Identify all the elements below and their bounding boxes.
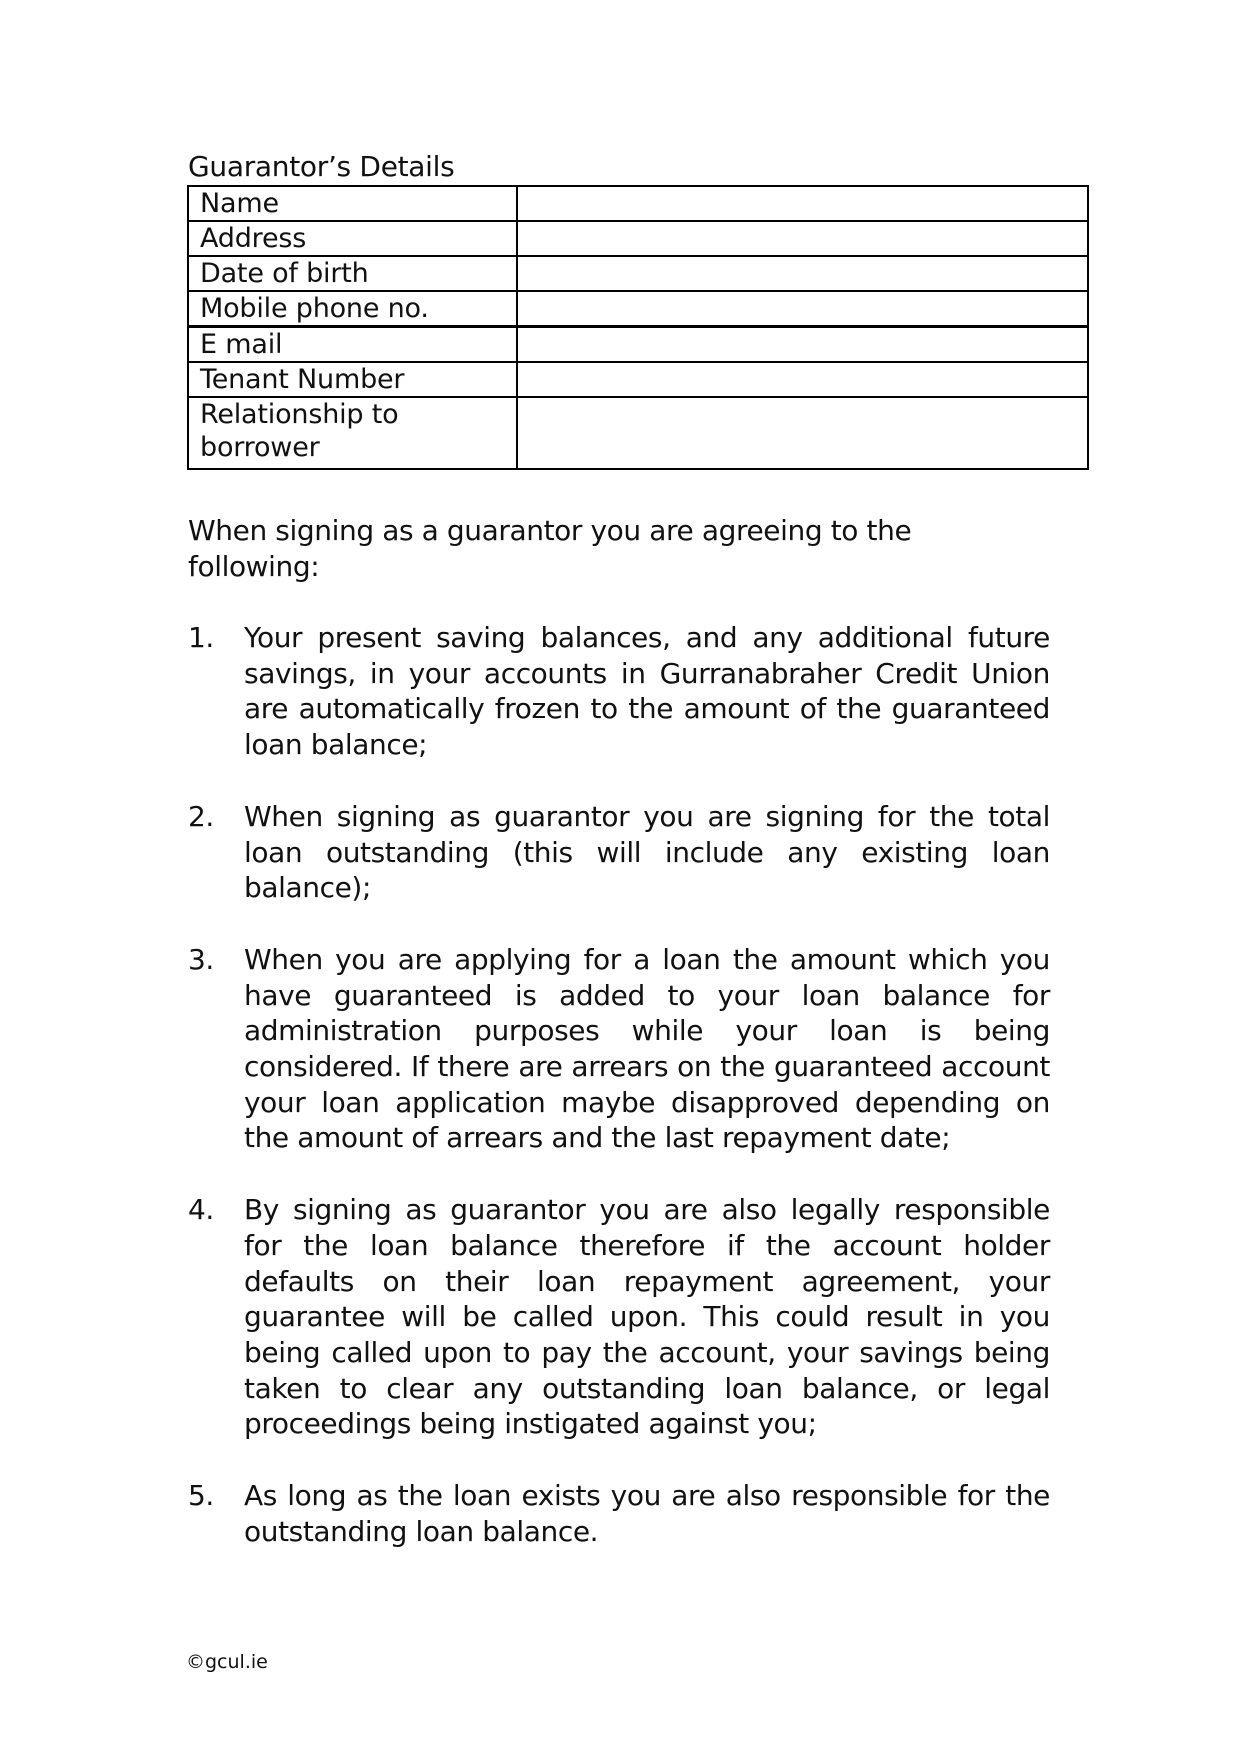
list-item — [188, 1192, 1050, 1442]
field-value-date-of-birth[interactable] — [517, 256, 1088, 291]
term-text: When signing as guarantor you are signing for the total loan outstanding (this will include any existing loan balance); — [244, 799, 1050, 905]
term-text: Your present saving balances, and any additional future savings, in your accounts in Gurranabraher Credit Union are automatically frozen to the amount of the guaranteed loan balance; — [244, 621, 1050, 762]
term-text: By signing as guarantor you are also legally responsible for the loan balance therefore if the account holder defaults on their loan repayment agreement, your guarantee will be called upon. This could result in you being called upon to pay the account, your savings being taken to clear any outstanding loan balance, or legal proceedings being instigated against you; — [244, 1193, 1050, 1441]
field-value-mobile-phone[interactable] — [517, 291, 1088, 327]
field-value-email[interactable] — [517, 327, 1088, 363]
field-label-mobile-phone: Mobile phone no. — [188, 291, 517, 327]
table-row — [188, 362, 1088, 397]
terms-list — [188, 620, 1050, 1585]
field-value-name[interactable] — [517, 186, 1088, 221]
table-row — [188, 327, 1088, 363]
list-item — [188, 620, 1050, 763]
list-item — [188, 942, 1050, 1156]
field-value-address[interactable] — [517, 221, 1088, 256]
table-row — [188, 256, 1088, 291]
field-label-name: Name — [188, 186, 517, 221]
guarantor-details-table — [187, 185, 1089, 470]
list-item — [188, 799, 1050, 906]
table-row — [188, 397, 1088, 469]
term-number: 3. — [188, 942, 214, 976]
field-label-email: E mail — [188, 327, 517, 363]
intro-paragraph: When signing as a guarantor you are agreeing to the following: — [188, 514, 912, 583]
table-row — [188, 186, 1088, 221]
field-value-tenant-number[interactable] — [517, 362, 1088, 397]
field-label-date-of-birth: Date of birth — [188, 256, 517, 291]
term-number: 1. — [188, 621, 214, 654]
list-item — [188, 1478, 1050, 1549]
term-text: As long as the loan exists you are also responsible for the outstanding loan balance. — [244, 1479, 1050, 1548]
term-number: 5. — [188, 1479, 214, 1513]
term-number: 2. — [188, 799, 214, 833]
field-label-tenant-number: Tenant Number — [188, 362, 517, 397]
term-text: When you are applying for a loan the amount which you have guaranteed is added to your loan balance for administration purposes while your loan is being considered. If there are arrears on the guaranteed account your loan application maybe disapproved depending on the amount of arrears and the last repayment date; — [244, 942, 1050, 1155]
section-title: Guarantor’s Details — [188, 150, 455, 183]
copyright-footer: ©gcul.ie — [186, 1651, 268, 1673]
table-row — [188, 221, 1088, 256]
field-label-address: Address — [188, 221, 517, 256]
term-number: 4. — [188, 1193, 214, 1227]
field-label-relationship: Relationship to borrower — [188, 397, 517, 469]
table-row — [188, 291, 1088, 327]
field-value-relationship[interactable] — [517, 397, 1088, 469]
